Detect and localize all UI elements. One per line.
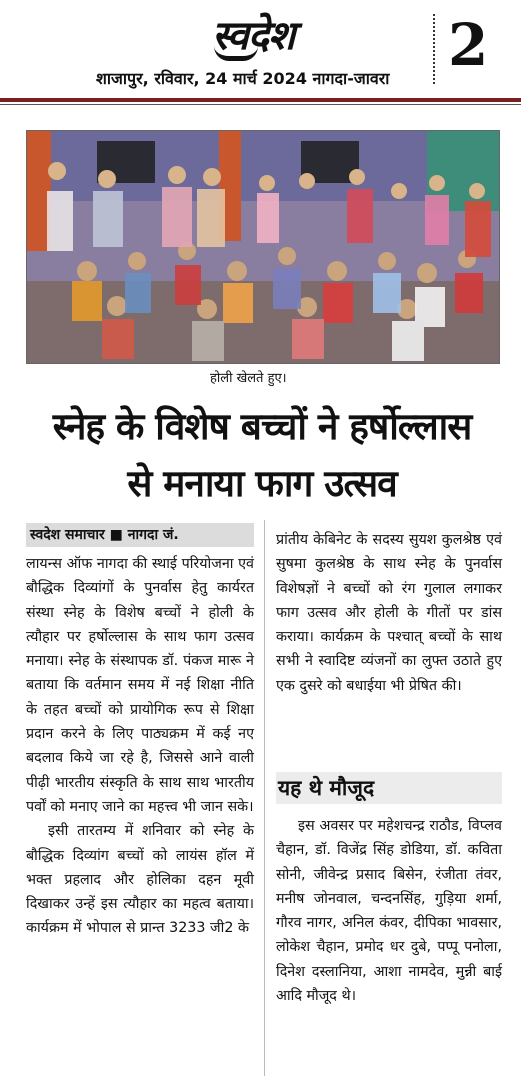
column-divider [264, 520, 265, 1076]
right-column-attendees [276, 814, 502, 1008]
article-paragraph-2: इसी तारतम्य में शनिवार को स्नेह के बौद्धिक दिव्यांग बच्चों को लायंस हॉल में भक्त प्रहलाद और होलिका दहन मूवी दिखाकर उन्हें इस त्यौहार का महत्व बताया। कार्यक्रम में भोपाल से प्रान्त 3233 जी2 के [26, 823, 254, 937]
article-paragraph-1: लायन्स ऑफ नागदा की स्थाई परियोजना एवं बौद्धिक दिव्यांगों के पुनर्वास हेतु कार्यरत संस्था स्नेह के विशेष बच्चों ने होली के त्यौहार पर हर्षोल्लास के साथ फाग उत्सव मनाया। स्नेह के संस्थापक डॉ. पंकज मारू ने बताया कि वर्तमान समय में नई शिक्षा नीति के तहत बच्चों को प्रायोगिक रूप से शिक्षा प्रदान करने के लिए पाठ्यक्रम में कई नए बदलाव किये जा रहे है, जिससे आने वाली पीढ़ी भारतीय संस्कृति के साथ साथ भारतीय पर्वों को मनाए जाने का महत्त्व भी जान सके। [26, 556, 254, 815]
event-photo-illustration [27, 131, 499, 363]
attendees-paragraph: इस अवसर पर महेशचन्द्र राठौड, विप्लव चैहान, डॉ. विजेंद्र सिंह डोडिया, डॉ. कविता सोनी, जीवेन्द्र प्रसाद बिसेन, रंजीता तंवर, मनीष जोनवाल, चन्दनसिंह, गुड़िया शर्मा, गौरव नागर, अनिल कंवर, दीपिका भावसार, लोकेश चैहान, प्रमोद धर दुबे, पप्पू पनोला, दिनेश दस्लानिया, आशा नामदेव, मुन्नी बाई आदि मौजूद थे। [276, 818, 502, 1005]
event-photo [26, 130, 500, 364]
photo-caption: होली खेलते हुए। [210, 371, 287, 386]
left-column [26, 552, 254, 941]
masthead [0, 0, 521, 110]
headline-line-1: स्नेह के विशेष बच्चों ने हर्षोल्लास [52, 405, 472, 448]
right-column [276, 528, 502, 698]
dateline: शाजापुर, रविवार, 24 मार्च 2024 नागदा-जावरा [96, 69, 390, 88]
headline [22, 398, 502, 512]
headline-line-2: से मनाया फाग उत्सव [127, 462, 397, 505]
masthead-rule [0, 98, 521, 102]
page-number: 2 [448, 11, 489, 79]
masthead-rule-thin [0, 104, 521, 105]
byline: स्वदेश समाचार ■ नागदा जं. [26, 523, 254, 547]
subheading: यह थे मौजूद [276, 772, 502, 804]
newspaper-logo: स्वदेश [212, 13, 295, 59]
masthead-divider [433, 14, 435, 84]
article-paragraph-3: प्रांतीय केबिनेट के सदस्य सुयश कुलश्रेष्ठ एवं सुषमा कुलश्रेष्ठ के साथ स्नेह के पुनर्वास विशेषज्ञों ने बच्चों को रंग गुलाल लगाकर फाग उत्सव और होली के गीतों पर डांस कराया। कार्यक्रम के पश्चात् बच्चों के साथ सभी ने स्वादिष्ट व्यंजनों का लुफ्त उठाते हुए एक दुसरे को बधाईया भी प्रेषित की। [276, 532, 502, 694]
